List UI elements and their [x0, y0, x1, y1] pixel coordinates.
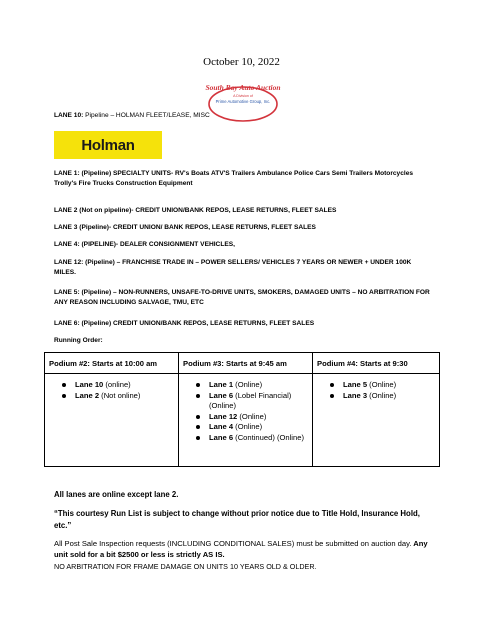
lane-note: (online): [103, 380, 131, 389]
as-is-text: Any unit sold for a bit $2500 or less is strictly AS IS.: [54, 539, 428, 559]
lane-name: Lane 2: [75, 390, 100, 400]
inspection-note: [54, 538, 434, 560]
list-item: [49, 380, 174, 391]
podium-2-lanes: [45, 374, 179, 467]
bullet-icon: [62, 383, 66, 387]
bullet-icon: [330, 394, 334, 398]
bullet-icon: [196, 425, 200, 429]
lane-6-text: LANE 6: (Pipeline) CREDIT UNION/BANK REPOS, LEASE RETURNS, FLEET SALES: [54, 320, 315, 327]
list-item: [317, 380, 435, 391]
podium-4-lanes: [313, 374, 440, 467]
lane-name: Lane 6: [209, 432, 234, 442]
bullet-icon: [196, 415, 200, 419]
podium-table: [44, 352, 440, 467]
lane-2-text: LANE 2 (Not on pipeline)- CREDIT UNION/BANK REPOS, LEASE RETURNS, FLEET SALES: [54, 207, 337, 214]
lane-1-text: LANE 1: (Pipeline) SPECIALTY UNITS- RV's Boats ATV'S Trailers Ambulance Police Cars Semi Trailers Motorcycles Trolly's Fire Trucks Construction Equipment: [54, 170, 414, 187]
bullet-icon: [330, 383, 334, 387]
logo-line2: A Division of: [233, 94, 253, 98]
list-item: [183, 433, 308, 444]
lane-12-text: LANE 12: (Pipeline) – FRANCHISE TRADE IN – POWER SELLERS/ VEHICLES 7 YEARS OR NEWER + UNDER 100K MILES.: [54, 259, 412, 276]
courtesy-note: “This courtesy Run List is subject to change without prior notice due to Title Hold, Insurance Hold, etc.”: [54, 509, 420, 530]
lane-note: (Online): [233, 380, 263, 389]
lane-4-text: LANE 4: (PIPELINE)- DEALER CONSIGNMENT VEHICLES,: [54, 241, 235, 248]
lane-name: Lane 5: [343, 380, 368, 389]
lane-10-line: [54, 111, 210, 121]
lane-note: (Online): [233, 422, 263, 431]
bullet-icon: [196, 394, 200, 398]
lane-name: Lane 3: [343, 390, 368, 400]
podium-3-header: Podium #3: Starts at 9:45 am: [179, 353, 313, 374]
logo-line3: Prime Automotive Group, Inc.: [215, 99, 271, 104]
podium-2-header: Podium #2: Starts at 10:00 am: [45, 353, 179, 374]
list-item: [183, 391, 308, 412]
document-date: October 10, 2022: [203, 56, 280, 68]
list-item: [183, 412, 308, 423]
logo-line1: South Bay Auto Auction: [205, 83, 281, 92]
auction-logo-graphic: [205, 80, 281, 124]
lane-5-text: LANE 5: (Pipeline) – NON-RUNNERS, UNSAFE-TO-DRIVE UNITS, SMOKERS, DAMAGED UNITS – NO ARBITRATION FOR ANY REASON INCLUDING SALVAGE, TMU, ETC: [54, 289, 430, 306]
lane-note: (Not online): [99, 390, 141, 400]
list-item: [183, 380, 308, 391]
lane-note: (Lobel Financial) (Online): [209, 390, 292, 410]
holman-logo-text: Holman: [81, 137, 135, 154]
lane-note: (Online): [237, 411, 267, 421]
list-item: [183, 422, 308, 433]
auction-logo: [205, 80, 281, 124]
lane-name: Lane 10: [75, 380, 104, 389]
lane-name: Lane 4: [209, 422, 234, 431]
lane-note: (Online): [367, 390, 397, 400]
inspection-text: All Post Sale Inspection requests (INCLUDING CONDITIONAL SALES) must be submitted on auction day.: [54, 539, 412, 548]
bullet-icon: [62, 394, 66, 398]
frame-damage-note: NO ARBITRATION FOR FRAME DAMAGE ON UNITS 10 YEARS OLD & OLDER.: [54, 562, 317, 571]
holman-logo: [54, 131, 162, 159]
running-order-label: Running Order:: [54, 337, 103, 344]
lane-name: Lane 6: [209, 390, 234, 400]
podium-4-header: Podium #4: Starts at 9:30: [313, 353, 440, 374]
bullet-icon: [196, 383, 200, 387]
lane-name: Lane 1: [209, 380, 234, 389]
lane-3-text: LANE 3 (Pipeline)- CREDIT UNION/ BANK REPOS, LEASE RETURNS, FLEET SALES: [54, 224, 316, 231]
all-online-note: All lanes are online except lane 2.: [54, 490, 179, 499]
podium-3-lanes: [179, 374, 313, 467]
lane-note: (Online): [367, 380, 397, 389]
lane-10-text: Pipeline – HOLMAN FLEET/LEASE, MISC: [83, 112, 210, 119]
bullet-icon: [196, 436, 200, 440]
lane-name: Lane 12: [209, 411, 238, 421]
list-item: [317, 391, 435, 402]
lane-note: (Continued) (Online): [233, 432, 304, 442]
list-item: [49, 391, 174, 402]
lane-10-label: LANE 10:: [54, 112, 84, 119]
